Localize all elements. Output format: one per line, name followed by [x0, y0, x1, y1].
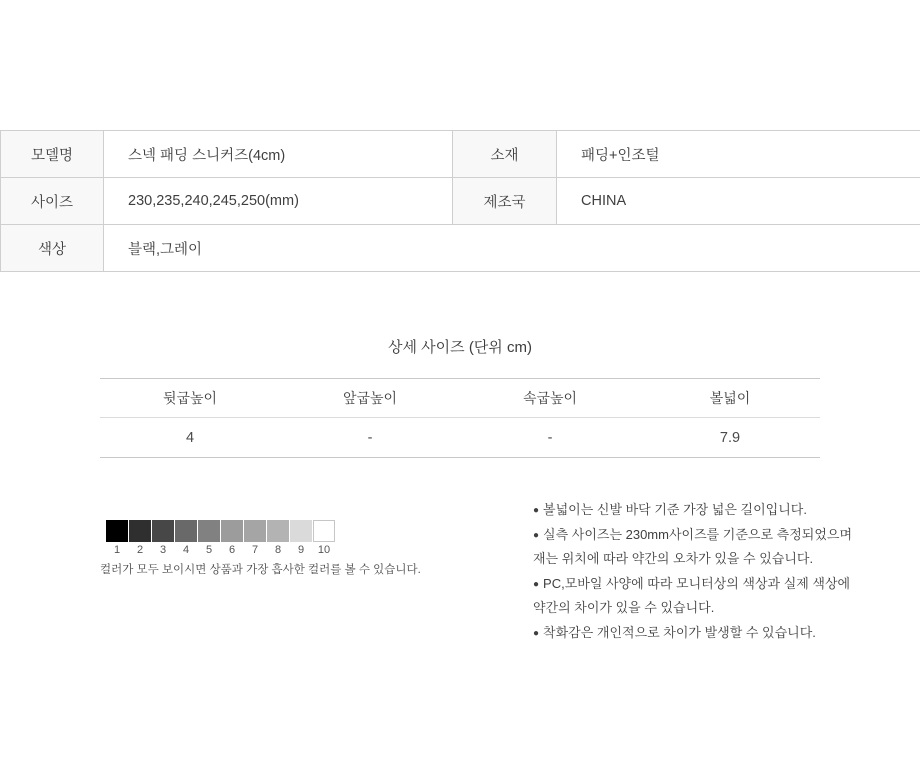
spec-value-origin: CHINA — [557, 178, 920, 225]
size-col-ball-width: 볼넓이 — [640, 379, 820, 418]
spec-row-2 — [1, 178, 920, 225]
grayscale-swatch-2 — [129, 520, 151, 542]
note-text: 실측 사이즈는 230mm사이즈를 기준으로 측정되었으며 — [543, 526, 853, 542]
swatch-number-7: 7 — [251, 544, 259, 556]
bullet-icon: ● — [533, 505, 540, 516]
note-text: 약간의 차이가 있을 수 있습니다. — [533, 600, 715, 615]
spec-value-material: 패딩+인조털 — [557, 131, 920, 178]
swatch-number-1: 1 — [113, 544, 121, 556]
size-value-front-heel-height: - — [280, 418, 460, 458]
color-scale-caption: 컬러가 모두 보이시면 상품과 가장 흡사한 컬러를 볼 수 있습니다. — [100, 564, 421, 576]
size-table-header-row — [100, 379, 820, 418]
swatch-number-5: 5 — [205, 544, 213, 556]
note-line — [533, 596, 920, 621]
product-spec-table — [0, 130, 920, 272]
note-line — [533, 547, 920, 572]
spec-value-size: 230,235,240,245,250(mm) — [104, 178, 453, 225]
note-line — [533, 498, 920, 523]
swatch-number-2: 2 — [136, 544, 144, 556]
size-col-front-heel-height: 앞굽높이 — [280, 379, 460, 418]
note-text: 착화감은 개인적으로 차이가 발생할 수 있습니다. — [543, 624, 816, 640]
bullet-icon: ● — [533, 578, 540, 590]
grayscale-swatch-row — [106, 520, 335, 542]
spec-label-model: 모델명 — [1, 131, 104, 178]
size-value-inner-heel-height: - — [460, 418, 640, 458]
swatch-number-8: 8 — [274, 544, 282, 556]
grayscale-swatch-8 — [267, 520, 289, 542]
product-notes — [533, 498, 920, 645]
size-value-heel-height: 4 — [100, 418, 280, 458]
swatch-number-3: 3 — [159, 544, 167, 556]
swatch-number-10: 10 — [317, 544, 331, 556]
grayscale-swatch-7 — [244, 520, 266, 542]
spec-label-origin: 제조국 — [453, 178, 557, 225]
size-col-heel-height: 뒷굽높이 — [100, 379, 280, 418]
size-section-title: 상세 사이즈 (단위 cm) — [388, 339, 532, 356]
grayscale-swatch-4 — [175, 520, 197, 542]
spec-label-size: 사이즈 — [1, 178, 104, 225]
note-text: 재는 위치에 따라 약간의 오차가 있을 수 있습니다. — [533, 551, 814, 566]
spec-label-color: 색상 — [1, 225, 104, 272]
bullet-icon: ● — [533, 627, 540, 639]
note-text: 볼넓이는 신발 바닥 기준 가장 넓은 길이입니다. — [543, 502, 807, 517]
grayscale-swatch-6 — [221, 520, 243, 542]
spec-value-model: 스넥 패딩 스니커즈(4cm) — [104, 131, 453, 178]
detail-size-table — [100, 378, 820, 458]
swatch-number-6: 6 — [228, 544, 236, 556]
note-line — [533, 572, 920, 597]
size-value-ball-width: 7.9 — [640, 418, 820, 458]
grayscale-swatch-1 — [106, 520, 128, 542]
size-table-value-row — [100, 418, 820, 458]
swatch-number-9: 9 — [297, 544, 305, 556]
bullet-icon: ● — [533, 529, 540, 541]
note-line — [533, 621, 920, 646]
spec-label-material: 소재 — [453, 131, 557, 178]
grayscale-swatch-5 — [198, 520, 220, 542]
spec-row-1 — [1, 131, 920, 178]
spec-value-color: 블랙,그레이 — [104, 225, 920, 272]
swatch-number-4: 4 — [182, 544, 190, 556]
grayscale-swatch-3 — [152, 520, 174, 542]
size-col-inner-heel-height: 속굽높이 — [460, 379, 640, 418]
note-text: PC,모바일 사양에 따라 모니터상의 색상과 실제 색상에 — [543, 575, 851, 591]
note-line — [533, 523, 920, 548]
grayscale-swatch-10 — [313, 520, 335, 542]
grayscale-swatch-numbers — [106, 544, 335, 556]
spec-row-3 — [1, 225, 920, 272]
grayscale-swatch-9 — [290, 520, 312, 542]
